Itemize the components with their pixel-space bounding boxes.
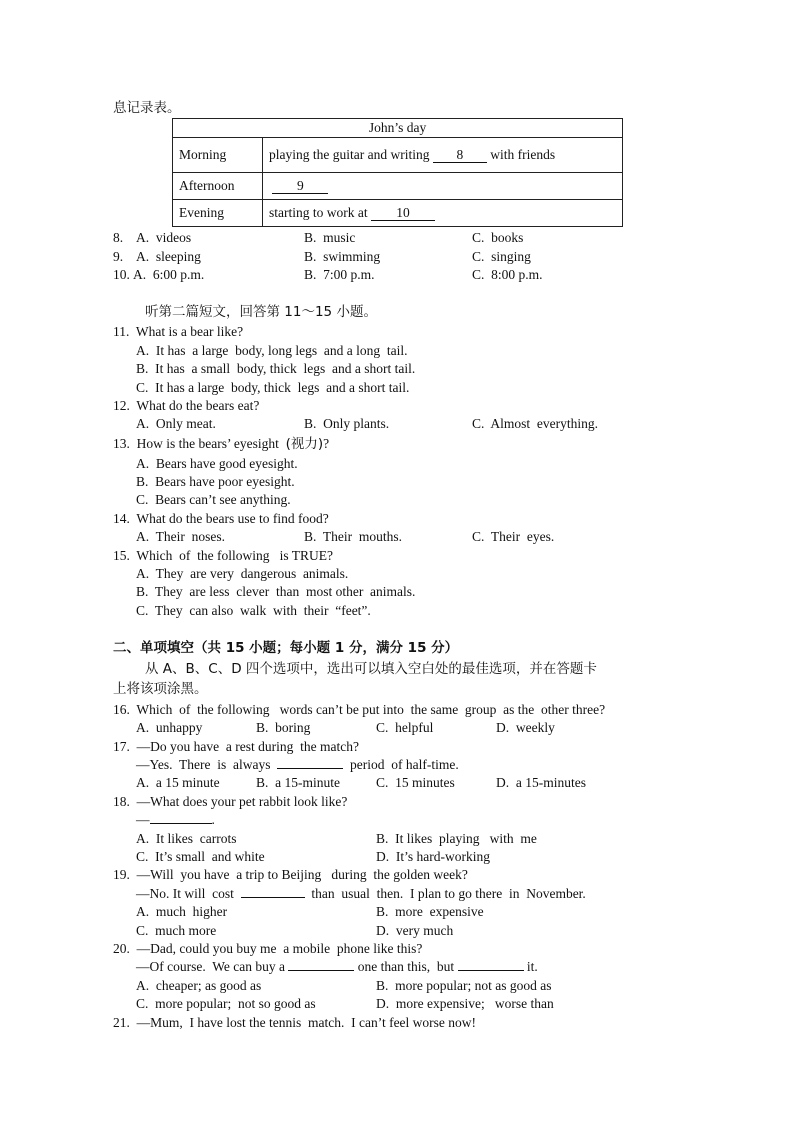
q20-option-b: B. more popular; not as good as [376, 978, 552, 993]
answer-blank-9: 9 [272, 179, 328, 194]
option-b: B. 7:00 p.m. [304, 267, 375, 282]
question-18-stem: 18. —What does your pet rabbit look like? [113, 794, 348, 809]
q14-option-a: A. Their noses. [136, 529, 225, 544]
table-title: John’s day [173, 119, 623, 138]
q17-dialogue-line: —Yes. There is always period of half-time. [136, 757, 459, 772]
q18-option-c: C. It’s small and white [136, 849, 265, 864]
fill-blank [150, 823, 212, 824]
q19-option-b: B. more expensive [376, 904, 484, 919]
q20-option-a: A. cheaper; as good as [136, 978, 262, 993]
q17-option-a: A. a 15 minute [136, 775, 220, 790]
table-row-morning [173, 138, 623, 173]
q12-option-a: A. Only meat. [136, 416, 216, 431]
q16-option-d: D. weekly [496, 720, 555, 735]
row-label: Evening [173, 200, 263, 227]
question-number: 9. [113, 249, 124, 264]
table-row-evening [173, 200, 623, 227]
question-11-stem: 11. What is a bear like? [113, 324, 244, 339]
option-a: A. sleeping [136, 249, 201, 264]
row-content: playing the guitar and writing 8 with friends [263, 138, 623, 173]
johns-day-table [172, 118, 623, 227]
q16-option-c: C. helpful [376, 720, 434, 735]
row-content: starting to work at 10 [263, 200, 623, 227]
q15-option-a: A. They are very dangerous animals. [136, 566, 349, 581]
q19-option-d: D. very much [376, 923, 454, 938]
answer-blank-10: 10 [371, 206, 435, 221]
q16-option-b: B. boring [256, 720, 311, 735]
q15-option-b: B. They are less clever than most other animals. [136, 584, 416, 599]
q18-dialogue-line: — . [136, 812, 215, 827]
q20-dialogue-line: —Of course. We can buy a one than this, but it. [136, 959, 538, 974]
question-16-stem: 16. Which of the following words can’t be put into the same group as the other three? [113, 702, 606, 717]
option-c: C. 8:00 p.m. [472, 267, 543, 282]
question-21-stem: 21. —Mum, I have lost the tennis match. I can’t feel worse now! [113, 1015, 477, 1030]
row-content [263, 173, 623, 200]
question-19-stem: 19. —Will you have a trip to Beijing during the golden week? [113, 867, 468, 882]
q17-option-d: D. a 15-minutes [496, 775, 586, 790]
q14-option-c: C. Their eyes. [472, 529, 555, 544]
q18-option-d: D. It’s hard-working [376, 849, 490, 864]
intro-tail: 息记录表。 [113, 100, 181, 116]
q20-option-c: C. more popular; not so good as [136, 996, 316, 1011]
option-c: C. singing [472, 249, 531, 264]
q15-option-c: C. They can also walk with their “feet”. [136, 603, 371, 618]
question-12-stem: 12. What do the bears eat? [113, 398, 260, 413]
q17-option-c: C. 15 minutes [376, 775, 455, 790]
q19-option-a: A. much higher [136, 904, 228, 919]
option-a: A. videos [136, 230, 192, 245]
q18-option-a: A. It likes carrots [136, 831, 237, 846]
q13-option-b: B. Bears have poor eyesight. [136, 474, 295, 489]
option-c: C. books [472, 230, 524, 245]
section2-heading: 二、单项填空（共 15 小题；每小题 1 分，满分 15 分） [113, 640, 459, 656]
q13-option-c: C. Bears can’t see anything. [136, 492, 291, 507]
question-number: 10. [113, 267, 130, 282]
fill-blank [288, 970, 354, 971]
q11-option-a: A. It has a large body, long legs and a long tail. [136, 343, 408, 358]
question-number: 8. [113, 230, 124, 245]
q16-option-a: A. unhappy [136, 720, 203, 735]
q17-option-b: B. a 15-minute [256, 775, 340, 790]
fill-blank [241, 897, 305, 898]
q12-option-b: B. Only plants. [304, 416, 390, 431]
q12-option-c: C. Almost everything. [472, 416, 598, 431]
option-b: B. music [304, 230, 356, 245]
fill-blank [277, 768, 343, 769]
section2-instructions: 从 A、B、C、D 四个选项中，选出可以填入空白处的最佳选项，并在答题卡 [145, 661, 597, 677]
fill-blank [458, 970, 524, 971]
q20-option-d: D. more expensive; worse than [376, 996, 554, 1011]
option-a: A. 6:00 p.m. [133, 267, 205, 282]
passage2-heading: 听第二篇短文，回答第 11～15 小题。 [145, 304, 377, 320]
q13-option-a: A. Bears have good eyesight. [136, 456, 298, 471]
q14-option-b: B. Their mouths. [304, 529, 403, 544]
table-row-afternoon [173, 173, 623, 200]
row-label: Morning [173, 138, 263, 173]
answer-blank-8: 8 [433, 148, 487, 163]
question-17-stem: 17. —Do you have a rest during the match? [113, 739, 359, 754]
q11-option-c: C. It has a large body, thick legs and a short tail. [136, 380, 410, 395]
question-15-stem: 15. Which of the following is TRUE? [113, 548, 333, 563]
q11-option-b: B. It has a small body, thick legs and a short tail. [136, 361, 416, 376]
option-b: B. swimming [304, 249, 381, 264]
question-13-stem: 13. How is the bears’ eyesight (视力)? [113, 436, 330, 452]
question-14-stem: 14. What do the bears use to find food? [113, 511, 329, 526]
q19-dialogue-line: —No. It will cost than usual then. I plan to go there in November. [136, 886, 586, 901]
section2-instructions-cont: 上将该项涂黑。 [113, 681, 208, 697]
q19-option-c: C. much more [136, 923, 217, 938]
question-20-stem: 20. —Dad, could you buy me a mobile phone like this? [113, 941, 423, 956]
q18-option-b: B. It likes playing with me [376, 831, 537, 846]
row-label: Afternoon [173, 173, 263, 200]
